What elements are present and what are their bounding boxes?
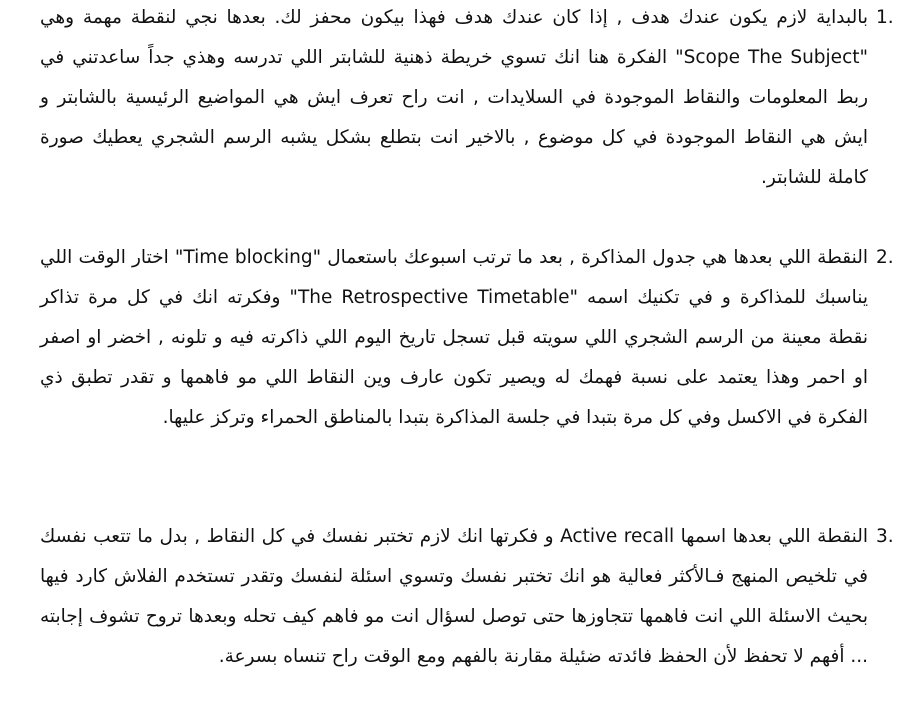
- list-item-1-text: بالبداية لازم يكون عندك هدف , إذا كان عندك هدف فهذا بيكون محفز لك. بعدها نجي لنقطة مهمة وهي "Scope The Subject" الفكرة هنا انك تسوي خريطة ذهنية للشابتر اللي تدرسه وهذي جداً ساعدتني في ربط المعلومات والنقاط الموجودة في السلايدات , انت راح تعرف ايش هي المواضيع الرئيسية بالشابتر و ايش هي النقاط الموجودة في كل موضوع , بالاخير انت بتطلع بشكل يشبه الرسم الشجري يعطيك صورة كاملة للشابتر.: [40, 7, 869, 188]
- list-number-2: 2.: [876, 247, 894, 268]
- list-number-1: 1.: [876, 7, 894, 28]
- list-number-3: 3.: [876, 526, 894, 547]
- list-item-2-text: النقطة اللي بعدها هي جدول المذاكرة , بعد ما ترتب اسبوعك باستعمال "Time blocking" اختار الوقت اللي يناسبك للمذاكرة و في تكنيك اسمه "The Retrospective Timetable" وفكرته انك في كل مرة تذاكر نقطة معينة من الرسم الشجري اللي سويته قبل تسجل تاريخ اليوم اللي ذاكرته فيه و تلونه , اخضر او اصفر او احمر وهذا يعتمد على نسبة فهمك له ويصير تكون عارف وين النقاط اللي مو فاهمها و تقدر تطبق ذي الفكرة في الاكسل وفي كل مرة بتبدا في جلسة المذاكرة بتبدا بالمناطق الحمراء وتركز عليها.: [40, 247, 868, 428]
- list-item-3-text: النقطة اللي بعدها اسمها Active recall و فكرتها انك لازم تختبر نفسك في كل النقاط , بدل ما تتعب نفسك في تلخيص المنهج فـالأكثر فعالية هو انك تختبر نفسك وتسوي اسئلة لنفسك وتقدر تستخدم الفلاش كارد فيها بحيث الاسئلة اللي انت فاهمها تتجاوزها حتى توصل لسؤال انت مو فاهم كيف تحله وبعدها تروح تشوف إجابته ... أفهم لا تحفظ لأن الحفظ فائدته ضئيلة مقارنة بالفهم ومع الوقت راح تنساه بسرعة.: [40, 526, 868, 667]
